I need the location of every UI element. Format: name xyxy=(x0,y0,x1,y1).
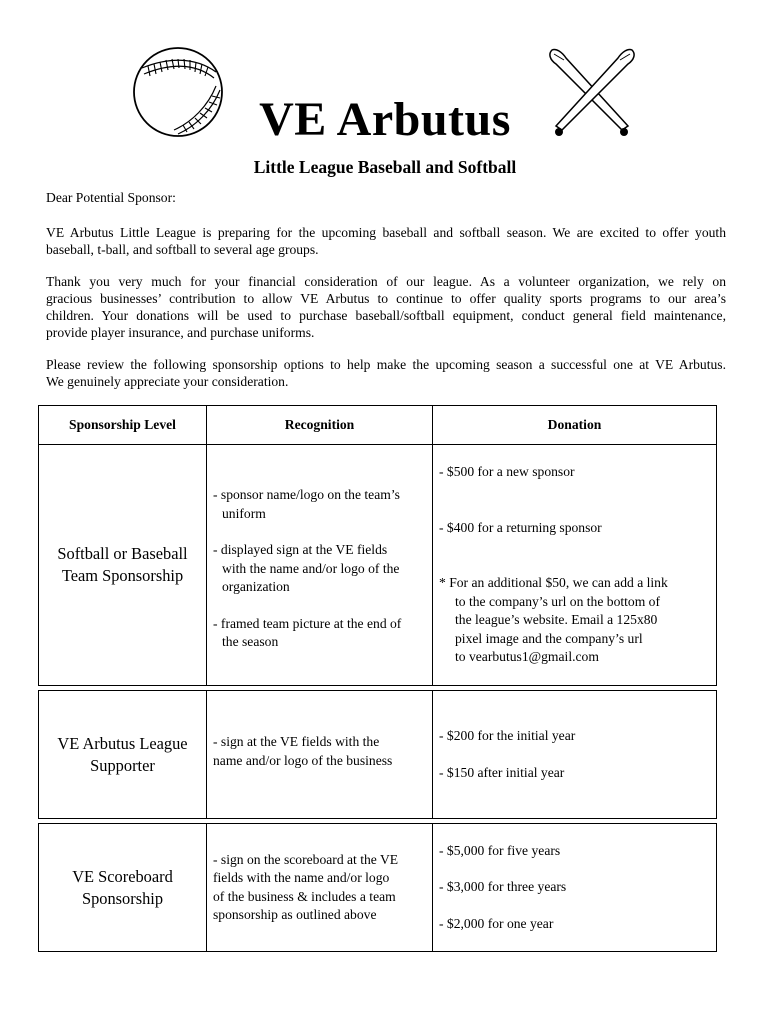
paragraph-line: children. Your donations will be used to purchase baseball/softball equipment, conduct general field maintenance, xyxy=(46,308,726,323)
recognition-line: organization xyxy=(222,579,290,595)
header-donation: Donation xyxy=(433,406,717,445)
donation-cell xyxy=(433,445,717,686)
paragraph-line: baseball, t-ball, and softball to several age groups. xyxy=(46,242,319,257)
note-line: * For an additional $50, we can add a link xyxy=(439,575,668,591)
level-name-line: Team Sponsorship xyxy=(61,566,184,585)
donation-cell xyxy=(433,824,717,952)
table-row-scoreboard xyxy=(39,824,717,952)
sponsorship-table xyxy=(38,823,717,952)
donation-item: - $150 after initial year xyxy=(439,764,565,780)
level-name-line: Supporter xyxy=(90,755,155,775)
recognition-line: with the name and/or logo of the xyxy=(222,560,400,576)
donation-cell xyxy=(433,691,717,819)
recognition-line: sponsorship as outlined above xyxy=(213,907,377,922)
note-line: the league’s website. Email a 125x80 xyxy=(455,612,658,628)
recognition-line: uniform xyxy=(222,505,266,521)
recognition-item xyxy=(213,486,426,523)
header-sponsorship-level: Sponsorship Level xyxy=(39,406,207,445)
recognition-line: - displayed sign at the VE fields xyxy=(213,542,388,558)
recognition-line: - sponsor name/logo on the team’s xyxy=(213,487,400,503)
paragraph-line: gracious businesses’ contribution to allow VE Arbutus to continue to offer quality sports programs to our area’s xyxy=(46,291,726,306)
donation-item: - $500 for a new sponsor xyxy=(439,464,575,480)
table-row-league-supporter xyxy=(39,691,717,819)
paragraph-line: VE Arbutus Little League is preparing for the upcoming baseball and softball season. We are excited to offer youth xyxy=(46,225,726,240)
page-title: VE Arbutus xyxy=(259,93,511,146)
recognition-item xyxy=(213,541,426,597)
recognition-cell xyxy=(207,691,433,819)
recognition-line: - sign at the VE fields with the xyxy=(213,734,380,749)
note-line: to vearbutus1@gmail.com xyxy=(455,649,599,665)
donation-note xyxy=(439,574,708,667)
recognition-line: - framed team picture at the end of xyxy=(213,615,402,631)
donation-item: - $5,000 for five years xyxy=(439,842,561,858)
donation-item: - $2,000 for one year xyxy=(439,915,554,931)
paragraph-line: Thank you very much for your financial consideration of our league. As a volunteer organization, we rely on xyxy=(46,274,726,289)
table-header-row xyxy=(39,406,717,445)
donation-item: - $400 for a returning sponsor xyxy=(439,519,602,535)
level-name-line: VE Scoreboard xyxy=(72,866,173,886)
level-cell xyxy=(39,824,207,952)
level-name-line: Softball or Baseball xyxy=(57,544,188,563)
level-name-line: VE Arbutus League xyxy=(57,733,188,753)
recognition-cell xyxy=(207,824,433,952)
note-line: to the company’s url on the bottom of xyxy=(455,593,661,609)
recognition-line: name and/or logo of the business xyxy=(213,752,393,768)
salutation: Dear Potential Sponsor: xyxy=(46,190,176,205)
recognition-line: of the business & includes a team xyxy=(213,888,396,904)
level-cell xyxy=(39,445,207,686)
recognition-line: fields with the name and/or logo xyxy=(213,870,390,885)
paragraph-line: Please review the following sponsorship options to help make the upcoming season a successful one at VE Arbutus. xyxy=(46,357,726,372)
paragraph-line: We genuinely appreciate your consideration. xyxy=(46,374,289,389)
level-name-line: Sponsorship xyxy=(81,888,164,908)
recognition-item xyxy=(213,615,426,652)
donation-item: - $3,000 for three years xyxy=(439,879,567,895)
recognition-line: - sign on the scoreboard at the VE xyxy=(213,851,399,867)
sponsorship-table xyxy=(38,405,717,686)
table-row-team-sponsorship xyxy=(39,445,717,686)
header-recognition: Recognition xyxy=(207,406,433,445)
page-subtitle: Little League Baseball and Softball xyxy=(253,157,517,177)
level-cell xyxy=(39,691,207,819)
paragraph-line: provide player insurance, and purchase uniforms. xyxy=(46,325,315,340)
recognition-line: the season xyxy=(222,634,279,650)
donation-item: - $200 for the initial year xyxy=(439,728,576,743)
note-line: pixel image and the company’s url xyxy=(455,630,643,646)
recognition-cell xyxy=(207,445,433,686)
sponsorship-table xyxy=(38,690,717,819)
